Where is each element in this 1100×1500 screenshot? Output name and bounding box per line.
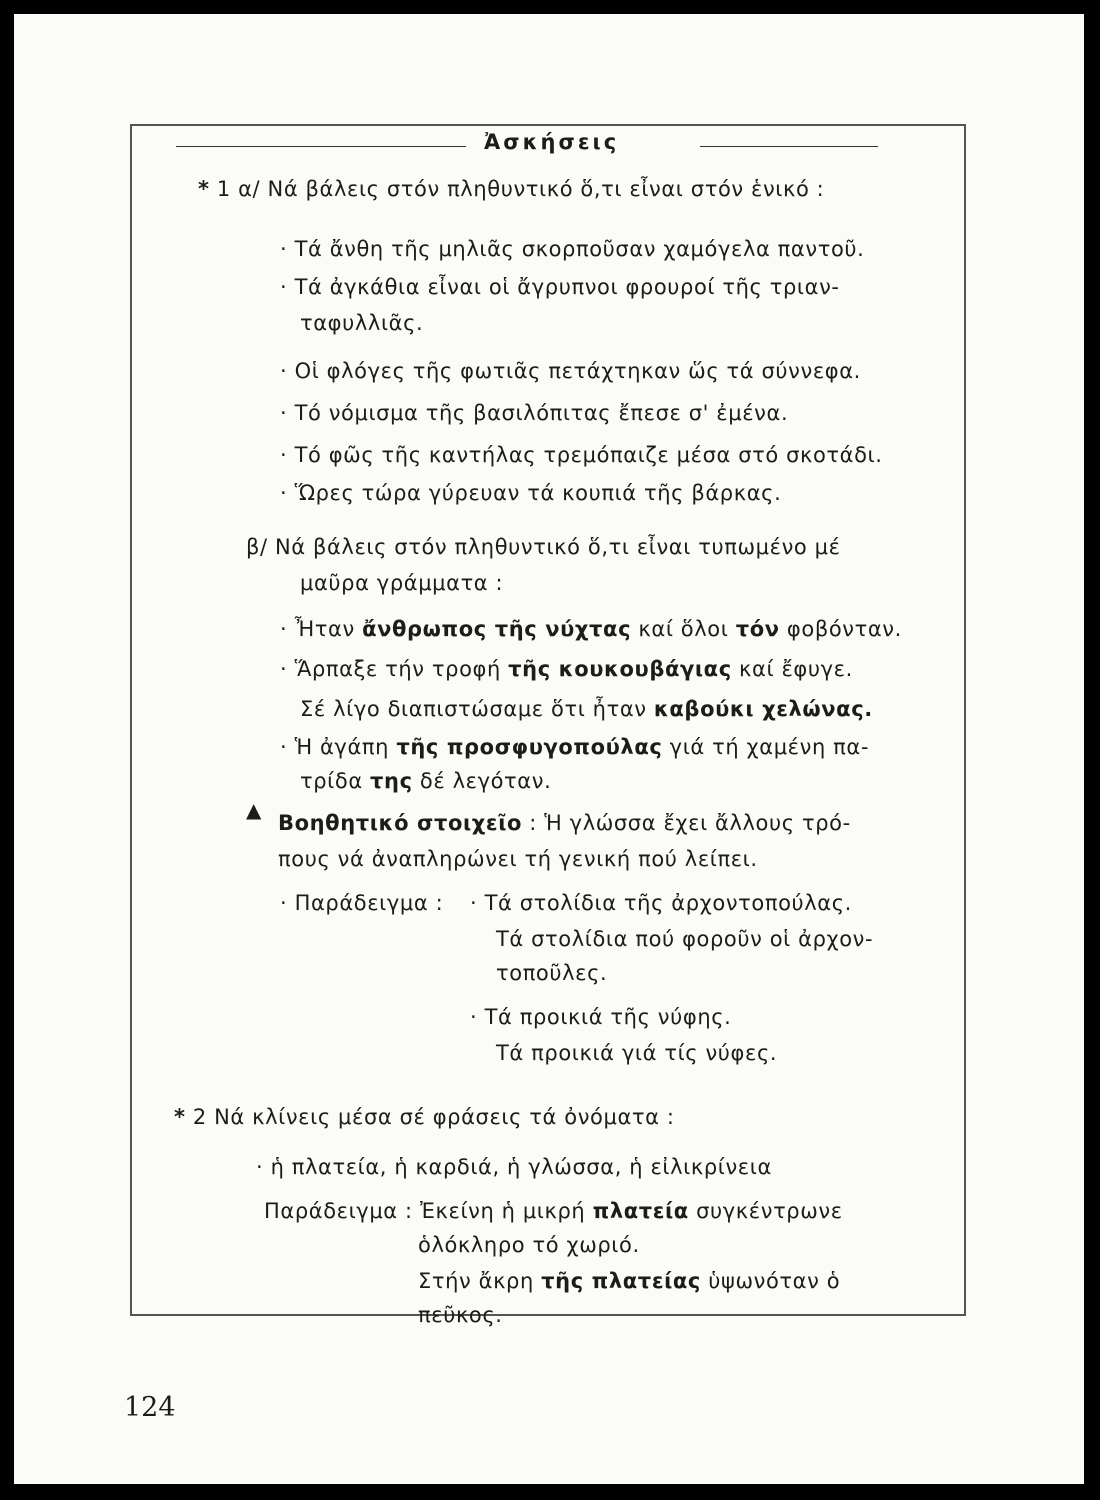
exercise-2-example: Παράδειγμα : Ἐκείνη ἡ μικρή πλατεία συγκέντρωνε	[264, 1199, 843, 1223]
list-item: · Τά ἀγκάθια εἶναι οἱ ἄγρυπνοι φρουροί τῆς τριαν-	[280, 275, 840, 299]
example-item: Τά προικιά γιά τίς νύφες.	[496, 1041, 778, 1065]
list-item: · Ἅρπαξε τήν τροφή τῆς κουκουβάγιας καί ἔφυγε.	[280, 657, 853, 681]
page-number: 124	[124, 1392, 176, 1423]
list-item: Σέ λίγο διαπιστώσαμε ὅτι ἦταν καβούκι χελώνας.	[300, 697, 873, 721]
example-label: · Παράδειγμα :	[280, 891, 444, 915]
list-item: · Τό φῶς τῆς καντήλας τρεμόπαιζε μέσα στό σκοτάδι.	[280, 443, 883, 467]
exercise-1b-instruction-cont: μαῦρα γράμματα :	[300, 571, 504, 595]
triangle-icon: ▲	[246, 798, 262, 822]
helper-note: Βοηθητικό στοιχεῖο : Ἡ γλώσσα ἔχει ἄλλους τρό-	[278, 811, 851, 835]
exercise-2-example-cont: Στήν ἄκρη τῆς πλατείας ὑψωνόταν ὁ	[418, 1269, 841, 1293]
list-item: · Οἱ φλόγες τῆς φωτιᾶς πετάχτηκαν ὥς τά σύννεφα.	[280, 359, 861, 383]
list-item-continuation: ταφυλλιᾶς.	[300, 311, 424, 335]
exercise-1b-instruction: β/ Νά βάλεις στόν πληθυντικό ὅ,τι εἶναι τυπωμένο μέ	[246, 535, 841, 559]
title-rule-right	[700, 146, 878, 147]
example-item: · Τά προικιά τῆς νύφης.	[470, 1005, 732, 1029]
title-rule-left	[176, 146, 466, 147]
exercise-1a-instruction: * 1 α/ Νά βάλεις στόν πληθυντικό ὅ,τι εἶναι στόν ἑνικό :	[198, 177, 825, 201]
example-item: Τά στολίδια πού φοροῦν οἱ ἀρχον-	[496, 927, 874, 951]
helper-note-cont: πους νά ἀναπληρώνει τή γενική πού λείπει.	[278, 847, 758, 871]
exercises-title: Ἀσκήσεις	[484, 130, 620, 154]
list-item: · Ὥρες τώρα γύρευαν τά κουπιά τῆς βάρκας.	[280, 481, 782, 505]
star-mark: *	[198, 177, 210, 201]
list-item: · Ἡ ἀγάπη τῆς προσφυγοπούλας γιά τή χαμένη πα-	[280, 735, 870, 759]
exercise-2-example-cont: πεῦκος.	[418, 1303, 503, 1327]
exercise-2-instruction: * 2 Νά κλίνεις μέσα σέ φράσεις τά ὀνόματα :	[174, 1105, 675, 1129]
list-item: · Ἦταν ἄνθρωπος τῆς νύχτας καί ὅλοι τόν φοβόνταν.	[280, 617, 902, 641]
page	[14, 14, 1084, 1484]
list-item: · Τά ἄνθη τῆς μηλιᾶς σκορποῦσαν χαμόγελα παντοῦ.	[280, 237, 865, 261]
list-item: · Τό νόμισμα τῆς βασιλόπιτας ἔπεσε σ' ἐμένα.	[280, 401, 789, 425]
example-item: τοποῦλες.	[496, 961, 608, 985]
list-item-continuation: τρίδα της δέ λεγόταν.	[300, 769, 552, 793]
example-item: · Τά στολίδια τῆς ἀρχοντοπούλας.	[470, 891, 852, 915]
exercise-2-words: · ἡ πλατεία, ἡ καρδιά, ἡ γλώσσα, ἡ εἰλικρίνεια	[256, 1155, 772, 1179]
exercise-2-example-cont: ὁλόκληρο τό χωριό.	[418, 1233, 640, 1257]
